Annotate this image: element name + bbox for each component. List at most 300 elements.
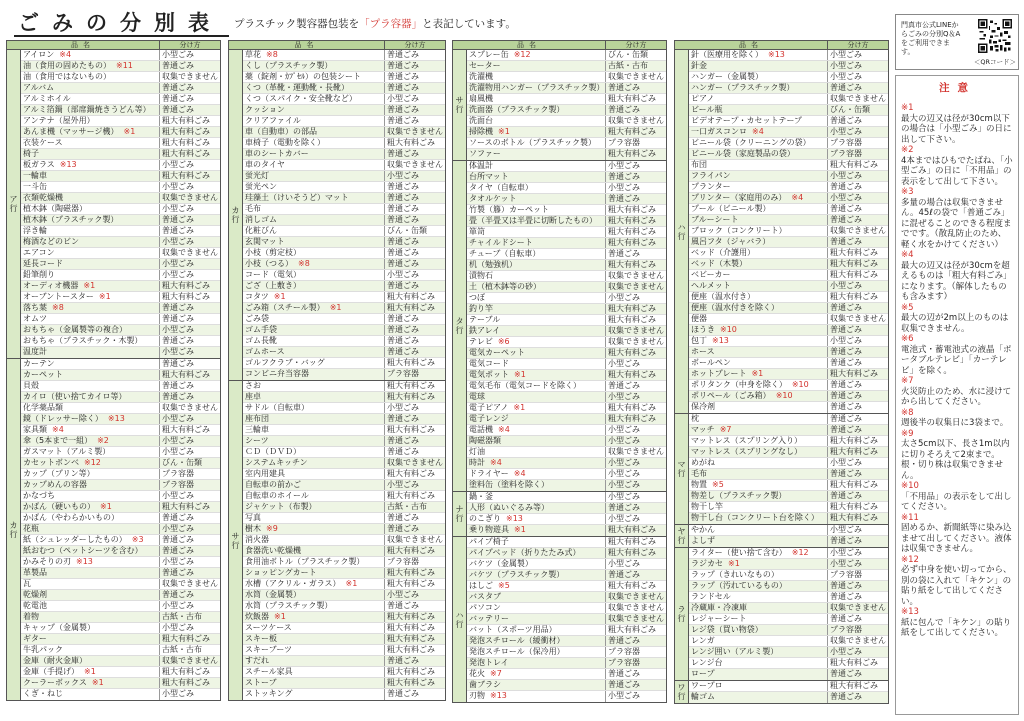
item-name: アルミ箔鍋（部席鍋焼きうどん等） [23,105,151,114]
table-row [243,292,445,303]
item-name-cell [689,325,828,335]
item-name: 着物 [23,612,39,621]
note-text: 多量の場合は収集できません。45ℓの袋で「普通ごみ」に混ぜることのできる程度までです。（散乱防止のため、軽く水をかけてください） [901,197,1012,250]
item-name: 油（食用の固めたもの） [23,61,111,70]
item-name-cell [467,337,606,347]
sort-method: 小型ごみ [608,425,640,434]
table-row [243,546,445,557]
item-name: 枕 [691,414,699,423]
item-name: キャップ（金属製） [23,623,95,632]
table-row [467,238,666,249]
group-items [467,50,666,160]
row-group [453,161,666,492]
item-name: 電気毛布（電気コードを除く） [469,381,581,390]
item-name-cell [21,667,160,677]
note-mark: ※2 [901,145,914,155]
sort-method: 小型ごみ [830,127,862,136]
note-mark: ※5 [901,302,914,313]
item-name: スプレー缶 [469,50,509,59]
item-name-cell [21,193,160,203]
note-ref: ※8 [266,50,278,59]
note-ref: ※1 [100,502,112,511]
item-name-cell [689,592,828,602]
item-name-cell [21,469,160,479]
item-name-cell [689,458,828,468]
item-name-cell [689,513,828,524]
sort-method: 普通ごみ [387,248,419,257]
table-row [21,270,220,281]
sort-method: 普通ごみ [830,204,862,213]
note-ref: ※4 [513,469,526,478]
item-name-cell [689,414,828,424]
group-label [229,381,243,700]
table-row [467,227,666,238]
item-name-cell [689,681,828,691]
sort-method: 粗大有料ごみ [608,537,656,546]
sort-method: 普通ごみ [387,689,419,698]
item-name-cell [467,381,606,391]
item-name: 電気カーペット [469,348,525,357]
note-ref: ※1 [83,281,96,290]
sort-method: 普通ごみ [830,402,862,411]
item-name: 瓦 [23,579,31,588]
sort-method: 普通ごみ [162,546,194,555]
item-name-cell [243,94,385,104]
sort-method: 小型ごみ [830,525,862,534]
item-name: カップめんの容器 [23,480,87,489]
sort-method: 小型ごみ [162,182,194,191]
table-row [689,658,888,669]
item-name: アルミホイル [23,94,71,103]
item-name-cell [243,248,385,258]
table-row [243,347,445,358]
item-name: アイロン [23,50,55,59]
sort-method: 収集できません [162,656,218,665]
table-row [689,50,888,61]
group-label-char: マ [677,460,686,469]
item-name-cell [689,204,828,214]
note-ref: ※7 [490,669,502,678]
sort-method: 普通ごみ [162,359,194,368]
table-row [467,83,666,94]
table-row [21,502,220,513]
table-row [243,656,445,667]
item-name-cell [689,193,828,203]
sort-method: 小型ごみ [162,601,194,610]
table-row [467,370,666,381]
item-name-cell [467,138,606,148]
table-header [7,41,220,50]
sort-method: 小型ごみ [162,557,194,566]
item-name-cell [21,281,160,291]
item-name: かばん（やわらかいもの） [23,513,119,522]
item-name-cell [21,425,160,435]
note-ref: ※1 [84,667,96,676]
sort-method: 粗大有料ごみ [608,548,656,557]
group-label-char: 行 [231,540,240,550]
table-row [21,171,220,182]
table-row [21,436,220,447]
table-row [243,149,445,160]
sort-method: 粗大有料ごみ [387,634,435,643]
item-name-cell [689,138,828,148]
sort-method: 小型ごみ [608,559,640,568]
item-name-cell [467,83,606,93]
item-name-cell [243,645,385,655]
sort-method: 普通ごみ [162,61,194,70]
item-name-cell [243,436,385,446]
item-name-cell [689,436,828,446]
item-name-cell [467,392,606,402]
group-label [453,537,467,702]
item-name: 洗濯物用ハンガー（プラスチック製） [469,83,605,92]
table-row [689,692,888,703]
sort-method: 粗大有料ごみ [608,625,656,634]
note-mark: ※12 [901,554,919,565]
item-name: 電子レンジ [469,414,509,423]
item-name-cell [243,83,385,93]
table-row [689,436,888,447]
item-name-cell [689,105,828,115]
item-name-cell [243,182,385,192]
sort-method: 粗大有料ごみ [830,259,878,268]
note-ref: ※13 [712,336,729,345]
item-name: ラップ（きれいなもの） [691,570,779,579]
item-name: ブロック（コンクリート） [691,226,787,235]
table-row [689,226,888,237]
group-label-char: カ [9,520,18,530]
sort-method: 粗大有料ごみ [608,525,656,534]
sort-method: 普通ごみ [830,614,862,623]
header-note-suffix: と表記しています。 [422,18,516,30]
row-group [675,414,888,525]
item-name: やかん [691,525,715,534]
sort-method: 普通ごみ [608,249,640,258]
item-name: アルバム [23,83,55,92]
sort-method: 収集できません [830,226,886,235]
item-name-cell [467,525,606,536]
sort-method: 普通ごみ [387,193,419,202]
item-name: 植木鉢（陶磁器） [23,204,87,213]
item-name-cell [21,579,160,589]
item-name: 温度計 [23,347,47,356]
item-name-cell [467,414,606,424]
item-name-cell [467,625,606,635]
item-name-cell [243,369,385,380]
item-name: 座布団 [245,414,269,423]
sort-method: 普通ごみ [387,325,419,334]
column-header-name: 品名 [229,41,385,49]
group-items [689,681,888,703]
item-name: 落ち葉 [23,303,47,312]
item-name-cell [467,359,606,369]
sort-method: 普通ごみ [387,601,419,610]
item-name: 乾電池 [23,601,47,610]
item-name: ベッド（介護用） [691,248,755,257]
table-row [243,215,445,226]
group-label-char: カ [231,206,240,215]
item-name: かみそりの刃 [23,557,71,566]
table-row [243,689,445,700]
table-row [689,681,888,692]
sort-method: 普通ごみ [830,692,862,701]
item-name: ショッピングカート [245,568,317,577]
sort-method: 小型ごみ [162,237,194,246]
note-text: 太さ5cm以下、長さ1m以内に切りそろえて2束まで。根・切り株は収集できません。 [901,439,1010,481]
table-row [467,414,666,425]
sort-method: 小型ごみ [162,447,194,456]
column-header-method: 分け方 [179,41,201,49]
table-row [21,303,220,314]
sort-method: 収集できません [608,614,664,623]
sort-method: 普通ごみ [830,414,862,423]
sort-method: 小型ごみ [608,161,640,170]
item-name: ラジカセ [691,559,723,568]
sort-method: 普通ごみ [387,237,419,246]
item-name-cell [243,491,385,501]
table-row [689,447,888,458]
item-name-cell [243,270,385,280]
note-ref: ※7 [719,425,732,434]
item-name-cell [243,138,385,148]
table-row [467,260,666,271]
item-name-cell [467,293,606,303]
item-name: 革製品 [23,568,47,577]
item-name-cell [467,61,606,71]
table-row [689,281,888,292]
sort-method: 普通ごみ [162,226,194,235]
sort-method: 普通ごみ [387,513,419,522]
item-name: スチール家具 [245,667,293,676]
sort-method: 普通ごみ [608,172,640,181]
sort-method: 小型ごみ [608,293,640,302]
sort-method: 小型ごみ [162,270,194,279]
sort-method: 普通ごみ [608,83,640,92]
table-row [689,636,888,647]
note-ref: ※10 [791,380,809,389]
header-note-prefix: プラスチック製容器包装を [234,18,360,30]
item-name: バッテリー [469,614,509,623]
header-note [234,16,516,31]
table-row [21,425,220,436]
item-name: スキー板 [245,634,277,643]
sort-method: 小型ごみ [387,403,419,412]
sort-method: びん・缶類 [830,105,870,114]
column-header-name: 品名 [675,41,828,49]
sort-method: 粗大有料ごみ [830,436,878,445]
note-text: 必ず中身を使い切ってから、別の袋に入れて「キケン」の貼り紙をして出してください。 [901,565,1012,607]
table-row [243,83,445,94]
sort-method: 普通ごみ [162,568,194,577]
group-label-char: ア [9,195,18,204]
sort-method: 普通ごみ [830,581,862,590]
note-ref: ※12 [791,548,809,557]
table-row [243,193,445,204]
sort-method: プラ容器 [830,625,862,634]
sort-method: 小型ごみ [387,94,419,103]
item-name-cell [467,680,606,690]
sort-method: プラ容器 [830,570,862,579]
table-row [467,127,666,138]
item-name: 写真 [245,513,261,522]
item-name: マットレス（スプリング入り） [691,436,802,445]
sort-table-3 [452,40,667,703]
table-row [689,292,888,303]
sort-method: 普通ごみ [387,182,419,191]
item-name: 鉛筆削り [23,270,55,279]
sort-method: 粗大有料ごみ [608,414,656,423]
sort-method: 普通ごみ [608,105,640,114]
sort-method: 収集できません [608,326,664,335]
item-name: ソースのボトル（プラスチック製） [469,138,596,147]
table-row [243,436,445,447]
table-row [467,625,666,636]
sort-method: 小型ごみ [608,436,640,445]
sort-method: 粗大有料ごみ [387,491,435,500]
sort-method: 収集できません [608,271,664,280]
item-name: ソファー [469,149,501,158]
item-name: 食用油ボトル（プラスチック製） [245,557,365,566]
sort-method: 小型ごみ [162,491,194,500]
row-group [675,50,888,414]
item-name-cell [21,480,160,490]
item-name: システムキッチン [245,458,308,467]
item-name-cell [21,314,160,324]
item-name-cell [467,548,606,558]
column-header-name: 品名 [453,41,606,49]
sort-method: 小型ごみ [830,548,862,557]
note-ref: ※1 [514,370,526,379]
table-row [21,347,220,358]
qr-caption: ＜QRコード＞ [973,58,1016,66]
sort-method: 収集できません [830,314,886,323]
sort-method: 粗大有料ごみ [830,681,878,690]
item-name-cell [467,94,606,104]
item-name-cell [243,557,385,567]
note-ref: ※4 [59,50,72,59]
sort-method: 普通ごみ [608,680,640,689]
item-name-cell [21,336,160,346]
item-name: くつ（革靴・運動靴・長靴） [245,83,349,92]
table-row [689,480,888,491]
item-name-cell [467,403,606,413]
sort-method: 粗大有料ごみ [608,127,656,136]
table-row [689,94,888,105]
sort-method: 普通ごみ [830,182,862,191]
sort-method: 普通ごみ [387,83,419,92]
group-label-char: タ [455,317,464,326]
item-name: カップ（プリン等） [23,469,95,478]
item-name-cell [689,369,828,379]
item-name-cell [243,425,385,435]
sort-method: 小型ごみ [830,458,862,467]
item-name-cell [467,603,606,613]
note-ref: ※10 [720,325,737,334]
group-label [7,50,21,358]
item-name: 蛍光灯 [245,171,269,180]
item-name-cell [21,458,160,468]
table-row [467,636,666,647]
table-row [689,369,888,380]
table-row [689,647,888,658]
item-name: 物干し竿 [691,502,723,511]
sort-method: 小型ごみ [830,281,862,290]
table-row [243,513,445,524]
table-row [21,237,220,248]
item-name: 金庫（手提げ） [23,667,79,676]
note-ref: ※1 [91,678,104,687]
sort-method: プラ容器 [608,658,640,667]
sort-method: 粗大有料ごみ [162,502,210,511]
sort-method: 収集できません [608,592,664,601]
item-name-cell [21,689,160,700]
item-name-cell [21,171,160,181]
note-ref: ※1 [123,127,136,136]
item-name: クリアファイル [245,116,301,125]
item-name-cell [21,535,160,545]
item-name: 鉄アレイ [469,326,501,335]
sort-method: 粗大有料ごみ [608,403,656,412]
item-name: 発泡トレイ [469,658,509,667]
table-row [243,458,445,469]
sort-method: 粗大有料ごみ [608,370,656,379]
group-label-char: 行 [677,692,686,701]
item-name-cell [243,414,385,424]
sort-method: 粗大有料ごみ [162,425,210,434]
table-row [21,149,220,160]
item-name-cell [467,326,606,336]
row-group [675,548,888,681]
sort-method: 普通ごみ [162,535,194,544]
item-name-cell [21,370,160,380]
sort-method: 小型ごみ [830,171,862,180]
item-name-cell [243,193,385,203]
sort-method: 粗大有料ごみ [830,160,878,169]
item-name: クーラーボックス [23,678,87,687]
item-name: 竹製（籐）カーペット [469,205,549,214]
sort-method: 粗大有料ごみ [387,381,435,390]
item-name: フライパン [691,171,731,180]
table-row [21,182,220,193]
item-name: ランドセル [691,592,731,601]
sort-method: 小型ごみ [608,392,640,401]
group-label [675,50,689,413]
sort-method: 普通ごみ [162,590,194,599]
group-label [675,414,689,524]
item-name: 小枝（つる） [245,259,293,268]
group-label-char: ヤ [677,527,686,536]
item-name: 刃物 [469,691,485,700]
item-name-cell [467,249,606,259]
table-row [21,204,220,215]
item-name: ビデオテープ・カセットテープ [691,116,803,125]
table-row [467,326,666,337]
sort-method: 小型ごみ [830,647,862,656]
table-row [689,325,888,336]
item-name-cell [689,336,828,346]
item-name-cell [21,50,160,60]
qr-code-icon[interactable] [978,19,1012,53]
table-row [689,259,888,270]
sort-method: 普通ごみ [830,469,862,478]
item-name: 便器 [691,314,707,323]
note-mark: ※9 [901,428,914,439]
group-items [467,492,666,536]
group-items [467,161,666,491]
item-name: すだれ [245,656,269,665]
item-name-cell [467,127,606,137]
sort-method: 粗大有料ごみ [830,270,878,279]
